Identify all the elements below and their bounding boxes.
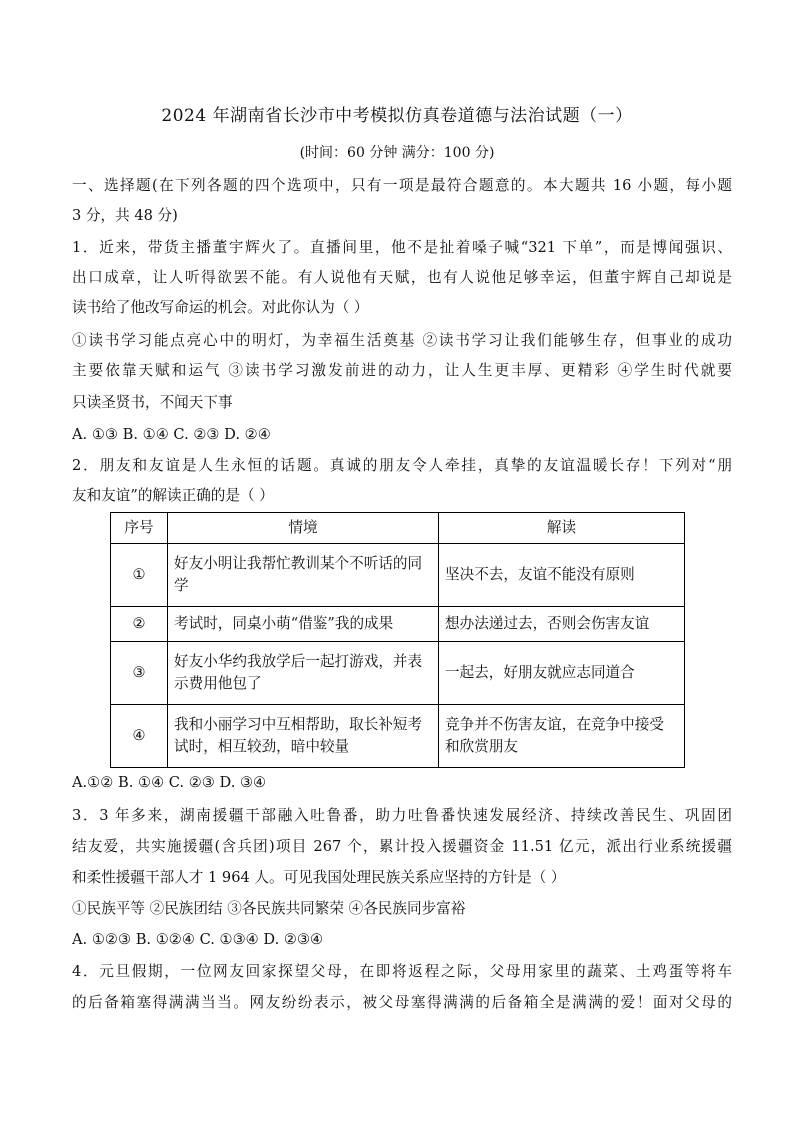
table-cell-reading: 竞争并不伤害友谊，在竞争中接受和欣赏朋友 xyxy=(439,705,685,768)
page-title: 2024 年湖南省长沙市中考模拟仿真卷道德与法治试题（一） xyxy=(161,106,633,126)
question-2-text: 2．朋友和友谊是人生永恒的话题。真诚的朋友令人牵挂，真挚的友谊温暖长存！下列对“朋 xyxy=(72,457,732,474)
question-1-answers: A. ①③ B. ①④ C. ②③ D. ②④ xyxy=(72,426,271,443)
table-header: 序号 xyxy=(111,513,168,544)
question-3-text: 和柔性援疆干部人才 1 964 人。可见我国处理民族关系应坚持的方针是（ ） xyxy=(72,869,566,886)
section-instruction-line: 一、选择题(在下列各题的四个选项中，只有一项是最符合题意的。本大题共 16 小题，每小题 xyxy=(72,177,732,194)
table-cell-situation: 好友小明让我帮忙教训某个不听话的同学 xyxy=(168,544,439,607)
question-3-text: 3．3 年多来，湖南援疆干部融入吐鲁番，助力吐鲁番快速发展经济、持续改善民生、巩固团 xyxy=(72,807,732,824)
table-cell-reading: 一起去，好朋友就应志同道合 xyxy=(439,642,685,705)
table-cell-situation: 好友小华约我放学后一起打游戏，并表示费用他包了 xyxy=(168,642,439,705)
table-cell-number: ② xyxy=(111,607,168,642)
question-1-text: 读书给了他改写命运的机会。对此你认为（ ） xyxy=(72,299,369,316)
table-cell-number: ③ xyxy=(111,642,168,705)
question-4-text: 的后备箱塞得满满当当。网友纷纷表示，被父母塞得满满的后备箱全是满满的爱！面对父母的 xyxy=(72,994,732,1011)
section-instruction-line: 3 分，共 48 分) xyxy=(72,207,178,224)
question-2-table xyxy=(110,512,685,768)
question-1-option-line: 只读圣贤书，不闻天下事 xyxy=(72,394,233,411)
table-cell-situation: 我和小丽学习中互相帮助，取长补短考试时，相互较劲，暗中较量 xyxy=(168,705,439,768)
question-3-options: ①民族平等 ②民族团结 ③各民族共同繁荣 ④各民族同步富裕 xyxy=(72,900,466,917)
table-row xyxy=(111,705,685,768)
exam-info: (时间：60 分钟 满分：100 分) xyxy=(299,145,495,161)
question-1-option-line: ①读书学习能点亮心中的明灯，为幸福生活奠基 ②读书学习让我们能够生存，但事业的成功 xyxy=(72,332,732,349)
table-header-row xyxy=(111,513,685,544)
table-cell-reading: 坚决不去，友谊不能没有原则 xyxy=(439,544,685,607)
question-3-text: 结友爱，共实施援疆(含兵团)项目 267 个，累计投入援疆资金 11.51 亿元，派出行业系统援疆 xyxy=(72,838,732,855)
question-2-text: 友和友谊”的解读正确的是（ ） xyxy=(72,487,274,504)
question-1-option-line: 主要依靠天赋和运气 ③读书学习激发前进的动力，让人生更丰厚、更精彩 ④学生时代就要 xyxy=(72,362,732,379)
table-row xyxy=(111,642,685,705)
table-row xyxy=(111,607,685,642)
question-2-answers: A.①② B. ①④ C. ②③ D. ③④ xyxy=(72,774,267,791)
table-cell-reading: 想办法递过去，否则会伤害友谊 xyxy=(439,607,685,642)
table-cell-situation: 考试时，同桌小萌“借鉴”我的成果 xyxy=(168,607,439,642)
table-cell-number: ④ xyxy=(111,705,168,768)
question-1-text: 1．近来，带货主播董宇辉火了。直播间里，他不是扯着嗓子喊“321 下单”，而是博闻强识、 xyxy=(72,239,732,256)
question-1-text: 出口成章，让人听得欲罢不能。有人说他有天赋，也有人说他足够幸运，但董宇辉自己却说是 xyxy=(72,269,732,286)
table-header: 情境 xyxy=(168,513,439,544)
question-4-text: 4．元旦假期，一位网友回家探望父母，在即将返程之际，父母用家里的蔬菜、土鸡蛋等将车 xyxy=(72,963,732,980)
table-header: 解读 xyxy=(439,513,685,544)
table-cell-number: ① xyxy=(111,544,168,607)
question-3-answers: A. ①②③ B. ①②④ C. ①③④ D. ②③④ xyxy=(72,931,324,948)
table-row xyxy=(111,544,685,607)
